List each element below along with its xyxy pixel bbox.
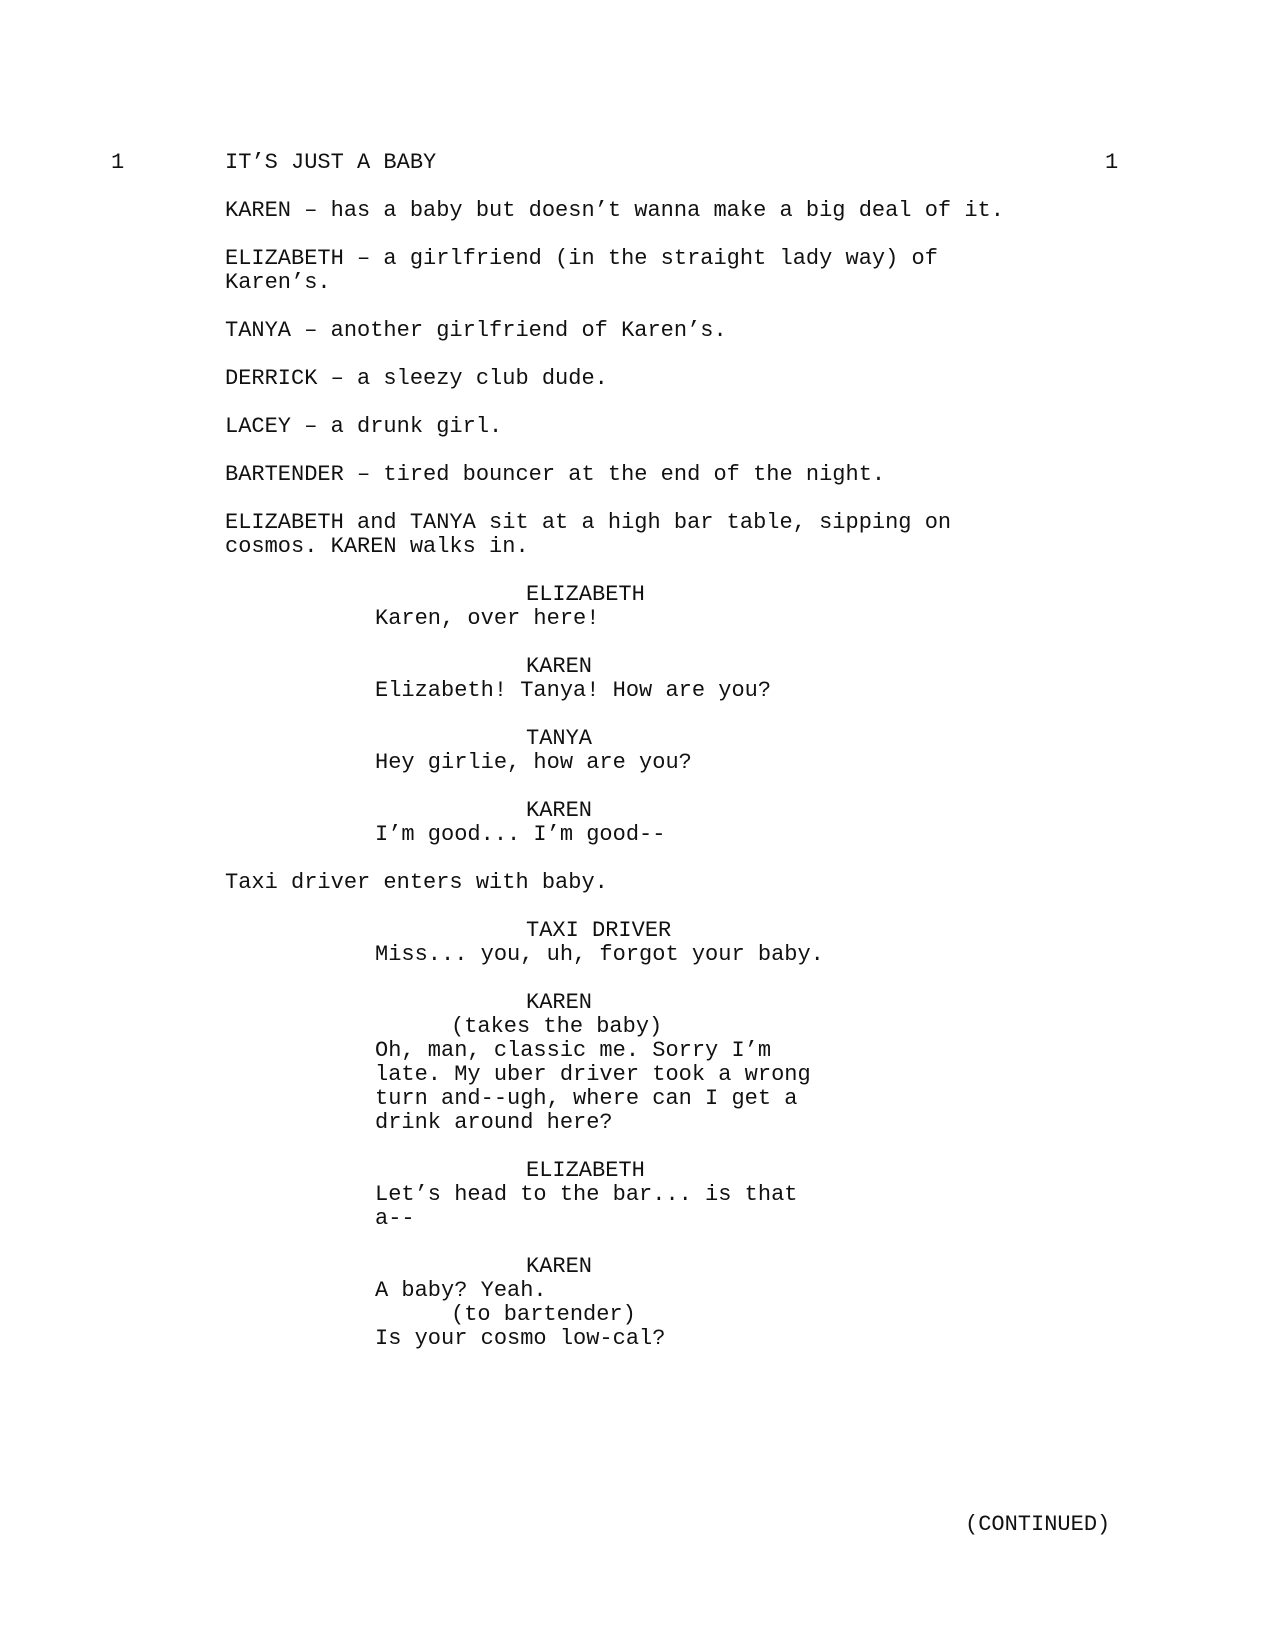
dialogue-line: Karen, over here! <box>375 606 600 631</box>
scene-heading: IT’S JUST A BABY <box>225 150 437 175</box>
dialogue-line: Let’s head to the bar... is that <box>375 1182 798 1207</box>
dialogue-line: late. My uber driver took a wrong <box>375 1062 811 1087</box>
character-description-elizabeth-line2: Karen’s. <box>225 270 331 295</box>
action-line: ELIZABETH and TANYA sit at a high bar table, sipping on <box>225 510 952 535</box>
character-description-lacey: LACEY – a drunk girl. <box>225 414 503 439</box>
dialogue-line: Miss... you, uh, forgot your baby. <box>375 942 824 967</box>
character-description-karen: KAREN – has a baby but doesn’t wanna make a big deal of it. <box>225 198 1004 223</box>
character-description-elizabeth-line1: ELIZABETH – a girlfriend (in the straight lady way) of <box>225 246 938 271</box>
dialogue-line: turn and--ugh, where can I get a <box>375 1086 798 1111</box>
dialogue-line: A baby? Yeah. <box>375 1278 547 1303</box>
parenthetical: (to bartender) <box>451 1302 636 1327</box>
character-cue: ELIZABETH <box>526 582 645 607</box>
character-description-tanya: TANYA – another girlfriend of Karen’s. <box>225 318 727 343</box>
dialogue-line: Hey girlie, how are you? <box>375 750 692 775</box>
dialogue-line: Elizabeth! Tanya! How are you? <box>375 678 772 703</box>
character-cue: KAREN <box>526 798 593 823</box>
character-cue: TAXI DRIVER <box>526 918 672 943</box>
dialogue-line: drink around here? <box>375 1110 613 1135</box>
scene-number-left: 1 <box>111 150 125 175</box>
continued-marker: (CONTINUED) <box>965 1512 1111 1537</box>
character-cue: TANYA <box>526 726 593 751</box>
dialogue-line: I’m good... I’m good-- <box>375 822 666 847</box>
scene-number-right: 1 <box>1105 150 1119 175</box>
parenthetical: (takes the baby) <box>451 1014 663 1039</box>
character-cue: KAREN <box>526 990 593 1015</box>
character-cue: KAREN <box>526 1254 593 1279</box>
character-cue: KAREN <box>526 654 593 679</box>
character-description-derrick: DERRICK – a sleezy club dude. <box>225 366 608 391</box>
dialogue-line: a-- <box>375 1206 415 1231</box>
dialogue-line: Is your cosmo low-cal? <box>375 1326 666 1351</box>
action-line: cosmos. KAREN walks in. <box>225 534 529 559</box>
action-line: Taxi driver enters with baby. <box>225 870 608 895</box>
dialogue-line: Oh, man, classic me. Sorry I’m <box>375 1038 772 1063</box>
character-description-bartender: BARTENDER – tired bouncer at the end of the night. <box>225 462 886 487</box>
character-cue: ELIZABETH <box>526 1158 645 1183</box>
